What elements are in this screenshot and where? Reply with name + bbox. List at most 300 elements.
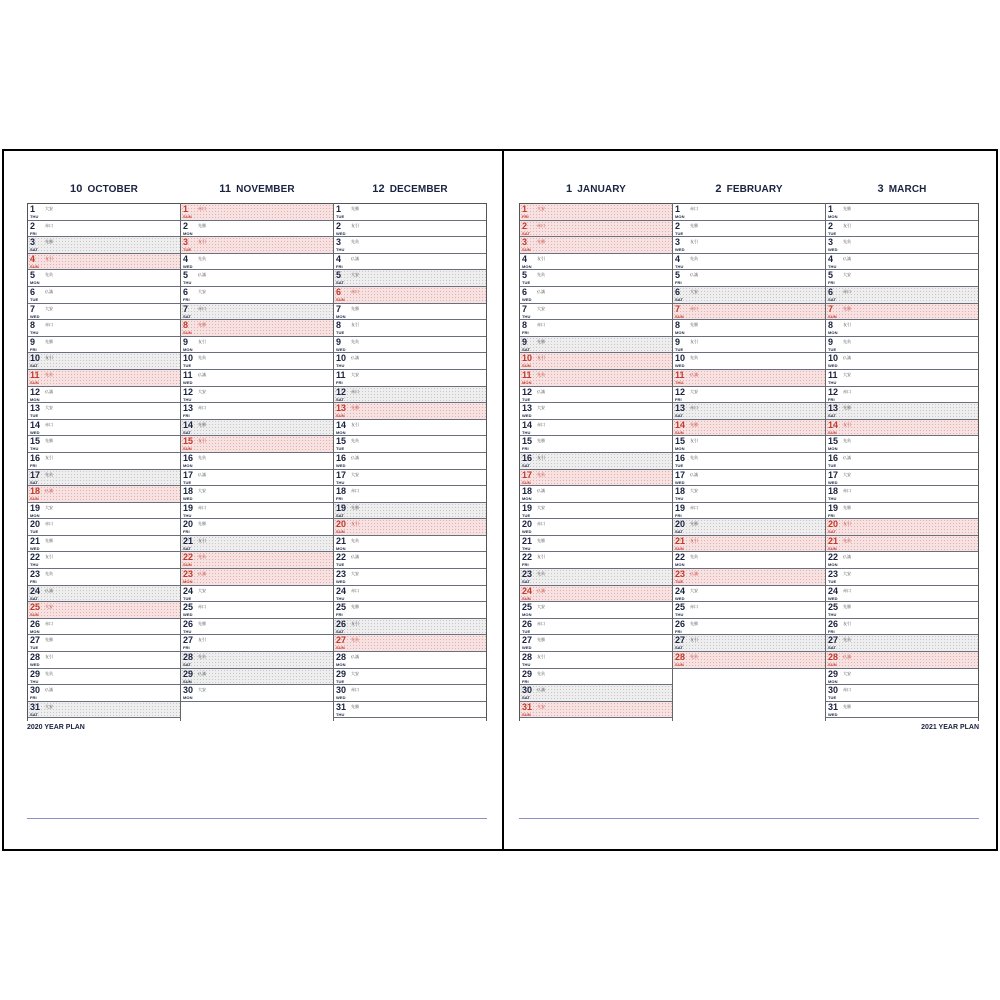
day-row[interactable] bbox=[181, 221, 333, 238]
day-row[interactable] bbox=[520, 669, 672, 686]
rokuyo-label: 先勝 bbox=[351, 504, 359, 510]
rokuyo-label: 赤口 bbox=[690, 504, 698, 510]
day-row[interactable] bbox=[28, 221, 180, 238]
day-row[interactable] bbox=[28, 453, 180, 470]
day-row[interactable] bbox=[181, 304, 333, 321]
rokuyo-label: 赤口 bbox=[45, 521, 53, 527]
day-of-week: THU bbox=[183, 512, 192, 518]
rokuyo-label: 友引 bbox=[537, 554, 545, 560]
day-number: 11 bbox=[675, 369, 685, 380]
day-number: 4 bbox=[675, 253, 681, 264]
day-of-week: THU bbox=[675, 612, 684, 618]
day-row[interactable] bbox=[826, 436, 978, 453]
rokuyo-label: 先負 bbox=[351, 338, 359, 344]
month-column-january bbox=[519, 183, 672, 721]
day-row[interactable] bbox=[28, 586, 180, 603]
day-of-week: WED bbox=[30, 545, 40, 551]
day-row[interactable] bbox=[520, 254, 672, 271]
day-row[interactable] bbox=[826, 586, 978, 603]
day-row[interactable] bbox=[334, 370, 486, 387]
month-number: 3 bbox=[877, 183, 884, 195]
rokuyo-label: 先勝 bbox=[843, 604, 851, 610]
day-number: 30 bbox=[828, 685, 839, 696]
month-title bbox=[28, 183, 180, 199]
day-row[interactable] bbox=[28, 353, 180, 370]
rokuyo-label: 仏滅 bbox=[537, 488, 545, 494]
day-row[interactable] bbox=[673, 337, 825, 354]
day-row[interactable] bbox=[826, 370, 978, 387]
day-number: 15 bbox=[183, 436, 194, 447]
day-of-week: SAT bbox=[675, 645, 684, 651]
day-number: 13 bbox=[30, 403, 41, 414]
day-of-week: MON bbox=[522, 496, 532, 502]
day-row[interactable] bbox=[334, 635, 486, 652]
day-number: 8 bbox=[30, 320, 36, 331]
day-row[interactable] bbox=[334, 420, 486, 437]
day-row[interactable] bbox=[673, 221, 825, 238]
left-page bbox=[4, 151, 500, 849]
year-plan-label-2021: 2021 YEAR PLAN bbox=[921, 724, 979, 731]
day-row[interactable] bbox=[28, 470, 180, 487]
month-name: OCTOBER bbox=[87, 184, 138, 195]
day-row[interactable] bbox=[334, 619, 486, 636]
right-page bbox=[504, 151, 1000, 849]
day-row[interactable] bbox=[520, 619, 672, 636]
day-row[interactable] bbox=[520, 337, 672, 354]
day-row[interactable] bbox=[334, 320, 486, 337]
day-row[interactable] bbox=[28, 685, 180, 702]
day-row[interactable] bbox=[28, 270, 180, 287]
day-of-week: WED bbox=[183, 496, 193, 502]
rokuyo-label: 友引 bbox=[45, 454, 53, 460]
day-number: 24 bbox=[675, 585, 686, 596]
day-row[interactable] bbox=[520, 635, 672, 652]
day-number: 5 bbox=[30, 270, 36, 281]
day-number: 12 bbox=[336, 386, 347, 397]
day-row[interactable] bbox=[520, 287, 672, 304]
day-row[interactable] bbox=[520, 602, 672, 619]
day-row[interactable] bbox=[28, 287, 180, 304]
day-row[interactable] bbox=[520, 569, 672, 586]
day-number: 7 bbox=[675, 303, 681, 314]
day-row[interactable] bbox=[28, 669, 180, 686]
day-of-week: SAT bbox=[522, 346, 531, 352]
day-number: 13 bbox=[183, 403, 194, 414]
day-row[interactable] bbox=[28, 420, 180, 437]
day-row[interactable] bbox=[673, 652, 825, 669]
day-row[interactable] bbox=[673, 453, 825, 470]
day-row[interactable] bbox=[28, 387, 180, 404]
rokuyo-label: 先勝 bbox=[45, 338, 53, 344]
rokuyo-label: 先負 bbox=[45, 670, 53, 676]
day-row[interactable] bbox=[520, 436, 672, 453]
day-row[interactable] bbox=[520, 486, 672, 503]
day-row[interactable] bbox=[520, 270, 672, 287]
day-row[interactable] bbox=[334, 304, 486, 321]
day-row[interactable] bbox=[826, 453, 978, 470]
day-row[interactable] bbox=[520, 221, 672, 238]
day-row[interactable] bbox=[826, 470, 978, 487]
day-of-week: FRI bbox=[336, 612, 343, 618]
rokuyo-label: 大安 bbox=[351, 371, 359, 377]
day-row[interactable] bbox=[28, 403, 180, 420]
day-row[interactable] bbox=[28, 254, 180, 271]
rokuyo-label: 先勝 bbox=[351, 405, 359, 411]
day-row[interactable] bbox=[181, 287, 333, 304]
rokuyo-label: 先負 bbox=[351, 637, 359, 643]
day-row[interactable] bbox=[520, 702, 672, 719]
day-number: 17 bbox=[828, 469, 839, 480]
day-row[interactable] bbox=[181, 403, 333, 420]
day-row[interactable] bbox=[334, 470, 486, 487]
day-row[interactable] bbox=[181, 619, 333, 636]
day-row[interactable] bbox=[334, 486, 486, 503]
day-row[interactable] bbox=[334, 237, 486, 254]
day-number: 20 bbox=[522, 519, 533, 530]
day-of-week: FRI bbox=[522, 330, 529, 336]
day-row[interactable] bbox=[826, 685, 978, 702]
day-list bbox=[28, 203, 180, 718]
day-row[interactable] bbox=[181, 635, 333, 652]
day-row[interactable] bbox=[334, 254, 486, 271]
rokuyo-label: 赤口 bbox=[690, 206, 698, 211]
day-row[interactable] bbox=[334, 602, 486, 619]
rokuyo-label: 仏滅 bbox=[45, 687, 53, 693]
day-of-week: SAT bbox=[30, 247, 39, 253]
day-row[interactable] bbox=[826, 702, 978, 719]
rokuyo-label: 友引 bbox=[45, 355, 53, 361]
day-of-week: SAT bbox=[522, 695, 531, 701]
day-row[interactable] bbox=[334, 519, 486, 536]
day-row[interactable] bbox=[673, 536, 825, 553]
day-row[interactable] bbox=[334, 552, 486, 569]
day-row[interactable] bbox=[334, 569, 486, 586]
day-row[interactable] bbox=[673, 503, 825, 520]
day-row[interactable] bbox=[181, 536, 333, 553]
day-row[interactable] bbox=[673, 436, 825, 453]
day-row[interactable] bbox=[181, 685, 333, 702]
day-row[interactable] bbox=[520, 420, 672, 437]
day-row[interactable] bbox=[520, 304, 672, 321]
day-row[interactable] bbox=[334, 503, 486, 520]
day-of-week: TUE bbox=[336, 678, 345, 684]
day-row[interactable] bbox=[181, 552, 333, 569]
day-row[interactable] bbox=[673, 237, 825, 254]
day-row[interactable] bbox=[673, 635, 825, 652]
rokuyo-label: 仏滅 bbox=[198, 670, 206, 676]
day-row[interactable] bbox=[334, 353, 486, 370]
day-row[interactable] bbox=[673, 519, 825, 536]
day-row[interactable] bbox=[826, 237, 978, 254]
day-number: 4 bbox=[183, 253, 189, 264]
day-row[interactable] bbox=[334, 337, 486, 354]
day-row[interactable] bbox=[181, 387, 333, 404]
day-number: 16 bbox=[828, 452, 839, 463]
empty-day-slot bbox=[673, 669, 825, 686]
day-row[interactable] bbox=[181, 436, 333, 453]
day-row[interactable] bbox=[334, 204, 486, 221]
day-row[interactable] bbox=[28, 635, 180, 652]
day-row[interactable] bbox=[826, 287, 978, 304]
day-number: 6 bbox=[522, 286, 528, 297]
day-row[interactable] bbox=[520, 320, 672, 337]
day-of-week: FRI bbox=[522, 214, 529, 219]
rokuyo-label: 先負 bbox=[45, 471, 53, 477]
day-row[interactable] bbox=[181, 586, 333, 603]
day-row[interactable] bbox=[520, 586, 672, 603]
day-row[interactable] bbox=[826, 569, 978, 586]
rokuyo-label: 大安 bbox=[198, 488, 206, 494]
day-row[interactable] bbox=[826, 304, 978, 321]
day-row[interactable] bbox=[28, 304, 180, 321]
day-row[interactable] bbox=[826, 552, 978, 569]
day-row[interactable] bbox=[520, 353, 672, 370]
day-row[interactable] bbox=[334, 652, 486, 669]
day-of-week: TUE bbox=[828, 695, 837, 701]
day-row[interactable] bbox=[673, 470, 825, 487]
rokuyo-label: 友引 bbox=[351, 222, 359, 228]
rokuyo-label: 友引 bbox=[45, 554, 53, 560]
day-row[interactable] bbox=[181, 270, 333, 287]
day-number: 6 bbox=[30, 286, 36, 297]
day-number: 25 bbox=[675, 602, 686, 613]
day-row[interactable] bbox=[181, 519, 333, 536]
day-row[interactable] bbox=[520, 536, 672, 553]
day-number: 13 bbox=[828, 403, 839, 414]
day-row[interactable] bbox=[673, 287, 825, 304]
day-row[interactable] bbox=[28, 204, 180, 221]
day-row[interactable] bbox=[28, 702, 180, 719]
day-of-week: SUN bbox=[675, 313, 684, 319]
day-of-week: SUN bbox=[828, 313, 837, 319]
day-row[interactable] bbox=[520, 519, 672, 536]
day-row[interactable] bbox=[520, 403, 672, 420]
day-number: 24 bbox=[30, 585, 41, 596]
day-row[interactable] bbox=[28, 337, 180, 354]
day-row[interactable] bbox=[181, 486, 333, 503]
day-row[interactable] bbox=[28, 486, 180, 503]
day-number: 16 bbox=[675, 452, 686, 463]
day-row[interactable] bbox=[673, 370, 825, 387]
day-row[interactable] bbox=[826, 602, 978, 619]
day-number: 31 bbox=[30, 701, 41, 712]
day-row[interactable] bbox=[28, 320, 180, 337]
day-number: 8 bbox=[522, 320, 528, 331]
day-row[interactable] bbox=[826, 337, 978, 354]
day-number: 1 bbox=[183, 204, 189, 214]
day-number: 29 bbox=[828, 668, 839, 679]
day-row[interactable] bbox=[826, 270, 978, 287]
rokuyo-label: 大安 bbox=[537, 703, 545, 709]
day-row[interactable] bbox=[181, 652, 333, 669]
rokuyo-label: 先勝 bbox=[843, 206, 851, 211]
day-row[interactable] bbox=[28, 237, 180, 254]
day-row[interactable] bbox=[181, 237, 333, 254]
day-row[interactable] bbox=[673, 569, 825, 586]
day-row[interactable] bbox=[826, 635, 978, 652]
day-row[interactable] bbox=[181, 669, 333, 686]
day-row[interactable] bbox=[334, 536, 486, 553]
day-row[interactable] bbox=[181, 503, 333, 520]
day-row[interactable] bbox=[826, 221, 978, 238]
day-row[interactable] bbox=[520, 652, 672, 669]
day-row[interactable] bbox=[673, 387, 825, 404]
day-row[interactable] bbox=[28, 370, 180, 387]
day-row[interactable] bbox=[826, 387, 978, 404]
rokuyo-label: 赤口 bbox=[351, 388, 359, 394]
day-row[interactable] bbox=[28, 503, 180, 520]
empty-day-slot bbox=[673, 685, 825, 702]
day-row[interactable] bbox=[520, 453, 672, 470]
day-of-week: THU bbox=[30, 562, 39, 568]
day-row[interactable] bbox=[826, 420, 978, 437]
day-row[interactable] bbox=[826, 486, 978, 503]
day-row[interactable] bbox=[826, 320, 978, 337]
day-row[interactable] bbox=[520, 204, 672, 221]
day-row[interactable] bbox=[673, 552, 825, 569]
day-of-week: TUE bbox=[828, 346, 837, 352]
day-of-week: TUE bbox=[183, 247, 192, 253]
day-row[interactable] bbox=[673, 602, 825, 619]
day-of-week: FRI bbox=[30, 346, 37, 352]
day-row[interactable] bbox=[520, 685, 672, 702]
day-row[interactable] bbox=[520, 470, 672, 487]
day-of-week: FRI bbox=[30, 579, 37, 585]
day-row[interactable] bbox=[181, 204, 333, 221]
day-row[interactable] bbox=[826, 652, 978, 669]
day-row[interactable] bbox=[334, 685, 486, 702]
day-of-week: SUN bbox=[522, 363, 531, 369]
day-row[interactable] bbox=[181, 337, 333, 354]
day-list bbox=[181, 203, 333, 718]
day-of-week: SAT bbox=[30, 595, 39, 601]
day-number: 9 bbox=[828, 336, 834, 347]
day-number: 5 bbox=[675, 270, 681, 281]
day-row[interactable] bbox=[334, 702, 486, 719]
day-row[interactable] bbox=[520, 387, 672, 404]
day-row[interactable] bbox=[334, 287, 486, 304]
day-number: 17 bbox=[336, 469, 347, 480]
day-row[interactable] bbox=[181, 453, 333, 470]
day-of-week: WED bbox=[183, 612, 193, 618]
day-row[interactable] bbox=[520, 237, 672, 254]
day-row[interactable] bbox=[28, 436, 180, 453]
day-row[interactable] bbox=[826, 619, 978, 636]
day-row[interactable] bbox=[334, 403, 486, 420]
day-of-week: MON bbox=[336, 429, 346, 435]
day-row[interactable] bbox=[673, 254, 825, 271]
day-row[interactable] bbox=[673, 586, 825, 603]
day-row[interactable] bbox=[520, 503, 672, 520]
day-row[interactable] bbox=[673, 403, 825, 420]
day-row[interactable] bbox=[334, 586, 486, 603]
day-row[interactable] bbox=[181, 420, 333, 437]
day-row[interactable] bbox=[28, 602, 180, 619]
day-of-week: WED bbox=[675, 595, 685, 601]
day-row[interactable] bbox=[181, 569, 333, 586]
day-of-week: FRI bbox=[30, 462, 37, 468]
day-row[interactable] bbox=[673, 486, 825, 503]
day-row[interactable] bbox=[673, 353, 825, 370]
rokuyo-label: 赤口 bbox=[690, 405, 698, 411]
rokuyo-label: 先負 bbox=[45, 571, 53, 577]
day-row[interactable] bbox=[28, 569, 180, 586]
day-row[interactable] bbox=[673, 619, 825, 636]
day-number: 10 bbox=[30, 353, 41, 364]
day-row[interactable] bbox=[181, 602, 333, 619]
month-title bbox=[673, 183, 825, 199]
day-of-week: MON bbox=[30, 512, 40, 518]
day-number: 8 bbox=[828, 320, 834, 331]
day-row[interactable] bbox=[28, 652, 180, 669]
day-of-week: TUE bbox=[522, 512, 531, 518]
day-number: 24 bbox=[183, 585, 194, 596]
day-number: 3 bbox=[675, 237, 681, 248]
day-row[interactable] bbox=[334, 669, 486, 686]
day-number: 22 bbox=[675, 552, 686, 563]
rokuyo-label: 先勝 bbox=[843, 305, 851, 311]
day-row[interactable] bbox=[673, 320, 825, 337]
month-column-march bbox=[825, 183, 979, 721]
day-row[interactable] bbox=[334, 387, 486, 404]
day-of-week: WED bbox=[522, 296, 532, 302]
day-row[interactable] bbox=[520, 370, 672, 387]
day-number: 26 bbox=[183, 618, 194, 629]
day-row[interactable] bbox=[826, 503, 978, 520]
day-row[interactable] bbox=[673, 420, 825, 437]
rokuyo-label: 先負 bbox=[537, 471, 545, 477]
day-of-week: MON bbox=[828, 562, 838, 568]
day-number: 22 bbox=[183, 552, 194, 563]
day-row[interactable] bbox=[334, 436, 486, 453]
day-row[interactable] bbox=[181, 470, 333, 487]
day-number: 21 bbox=[183, 535, 194, 546]
day-row[interactable] bbox=[826, 536, 978, 553]
day-row[interactable] bbox=[28, 552, 180, 569]
day-row[interactable] bbox=[520, 552, 672, 569]
day-row[interactable] bbox=[181, 370, 333, 387]
day-row[interactable] bbox=[28, 519, 180, 536]
day-row[interactable] bbox=[334, 453, 486, 470]
day-row[interactable] bbox=[28, 536, 180, 553]
day-row[interactable] bbox=[181, 254, 333, 271]
day-of-week: SAT bbox=[828, 413, 837, 419]
day-row[interactable] bbox=[673, 304, 825, 321]
day-row[interactable] bbox=[334, 270, 486, 287]
day-row[interactable] bbox=[826, 204, 978, 221]
rokuyo-label: 赤口 bbox=[690, 604, 698, 610]
day-number: 5 bbox=[522, 270, 528, 281]
day-row[interactable] bbox=[181, 353, 333, 370]
day-of-week: MON bbox=[675, 214, 685, 219]
day-row[interactable] bbox=[181, 320, 333, 337]
month-name: FEBRUARY bbox=[726, 184, 783, 195]
day-row[interactable] bbox=[826, 353, 978, 370]
day-row[interactable] bbox=[826, 519, 978, 536]
day-row[interactable] bbox=[826, 254, 978, 271]
day-number: 20 bbox=[828, 519, 839, 530]
day-of-week: MON bbox=[336, 545, 346, 551]
day-row[interactable] bbox=[28, 619, 180, 636]
day-row[interactable] bbox=[673, 204, 825, 221]
day-of-week: MON bbox=[30, 280, 40, 286]
day-row[interactable] bbox=[826, 669, 978, 686]
day-row[interactable] bbox=[334, 221, 486, 238]
day-number: 7 bbox=[828, 303, 834, 314]
day-number: 23 bbox=[675, 569, 686, 580]
day-row[interactable] bbox=[826, 403, 978, 420]
day-row[interactable] bbox=[673, 270, 825, 287]
